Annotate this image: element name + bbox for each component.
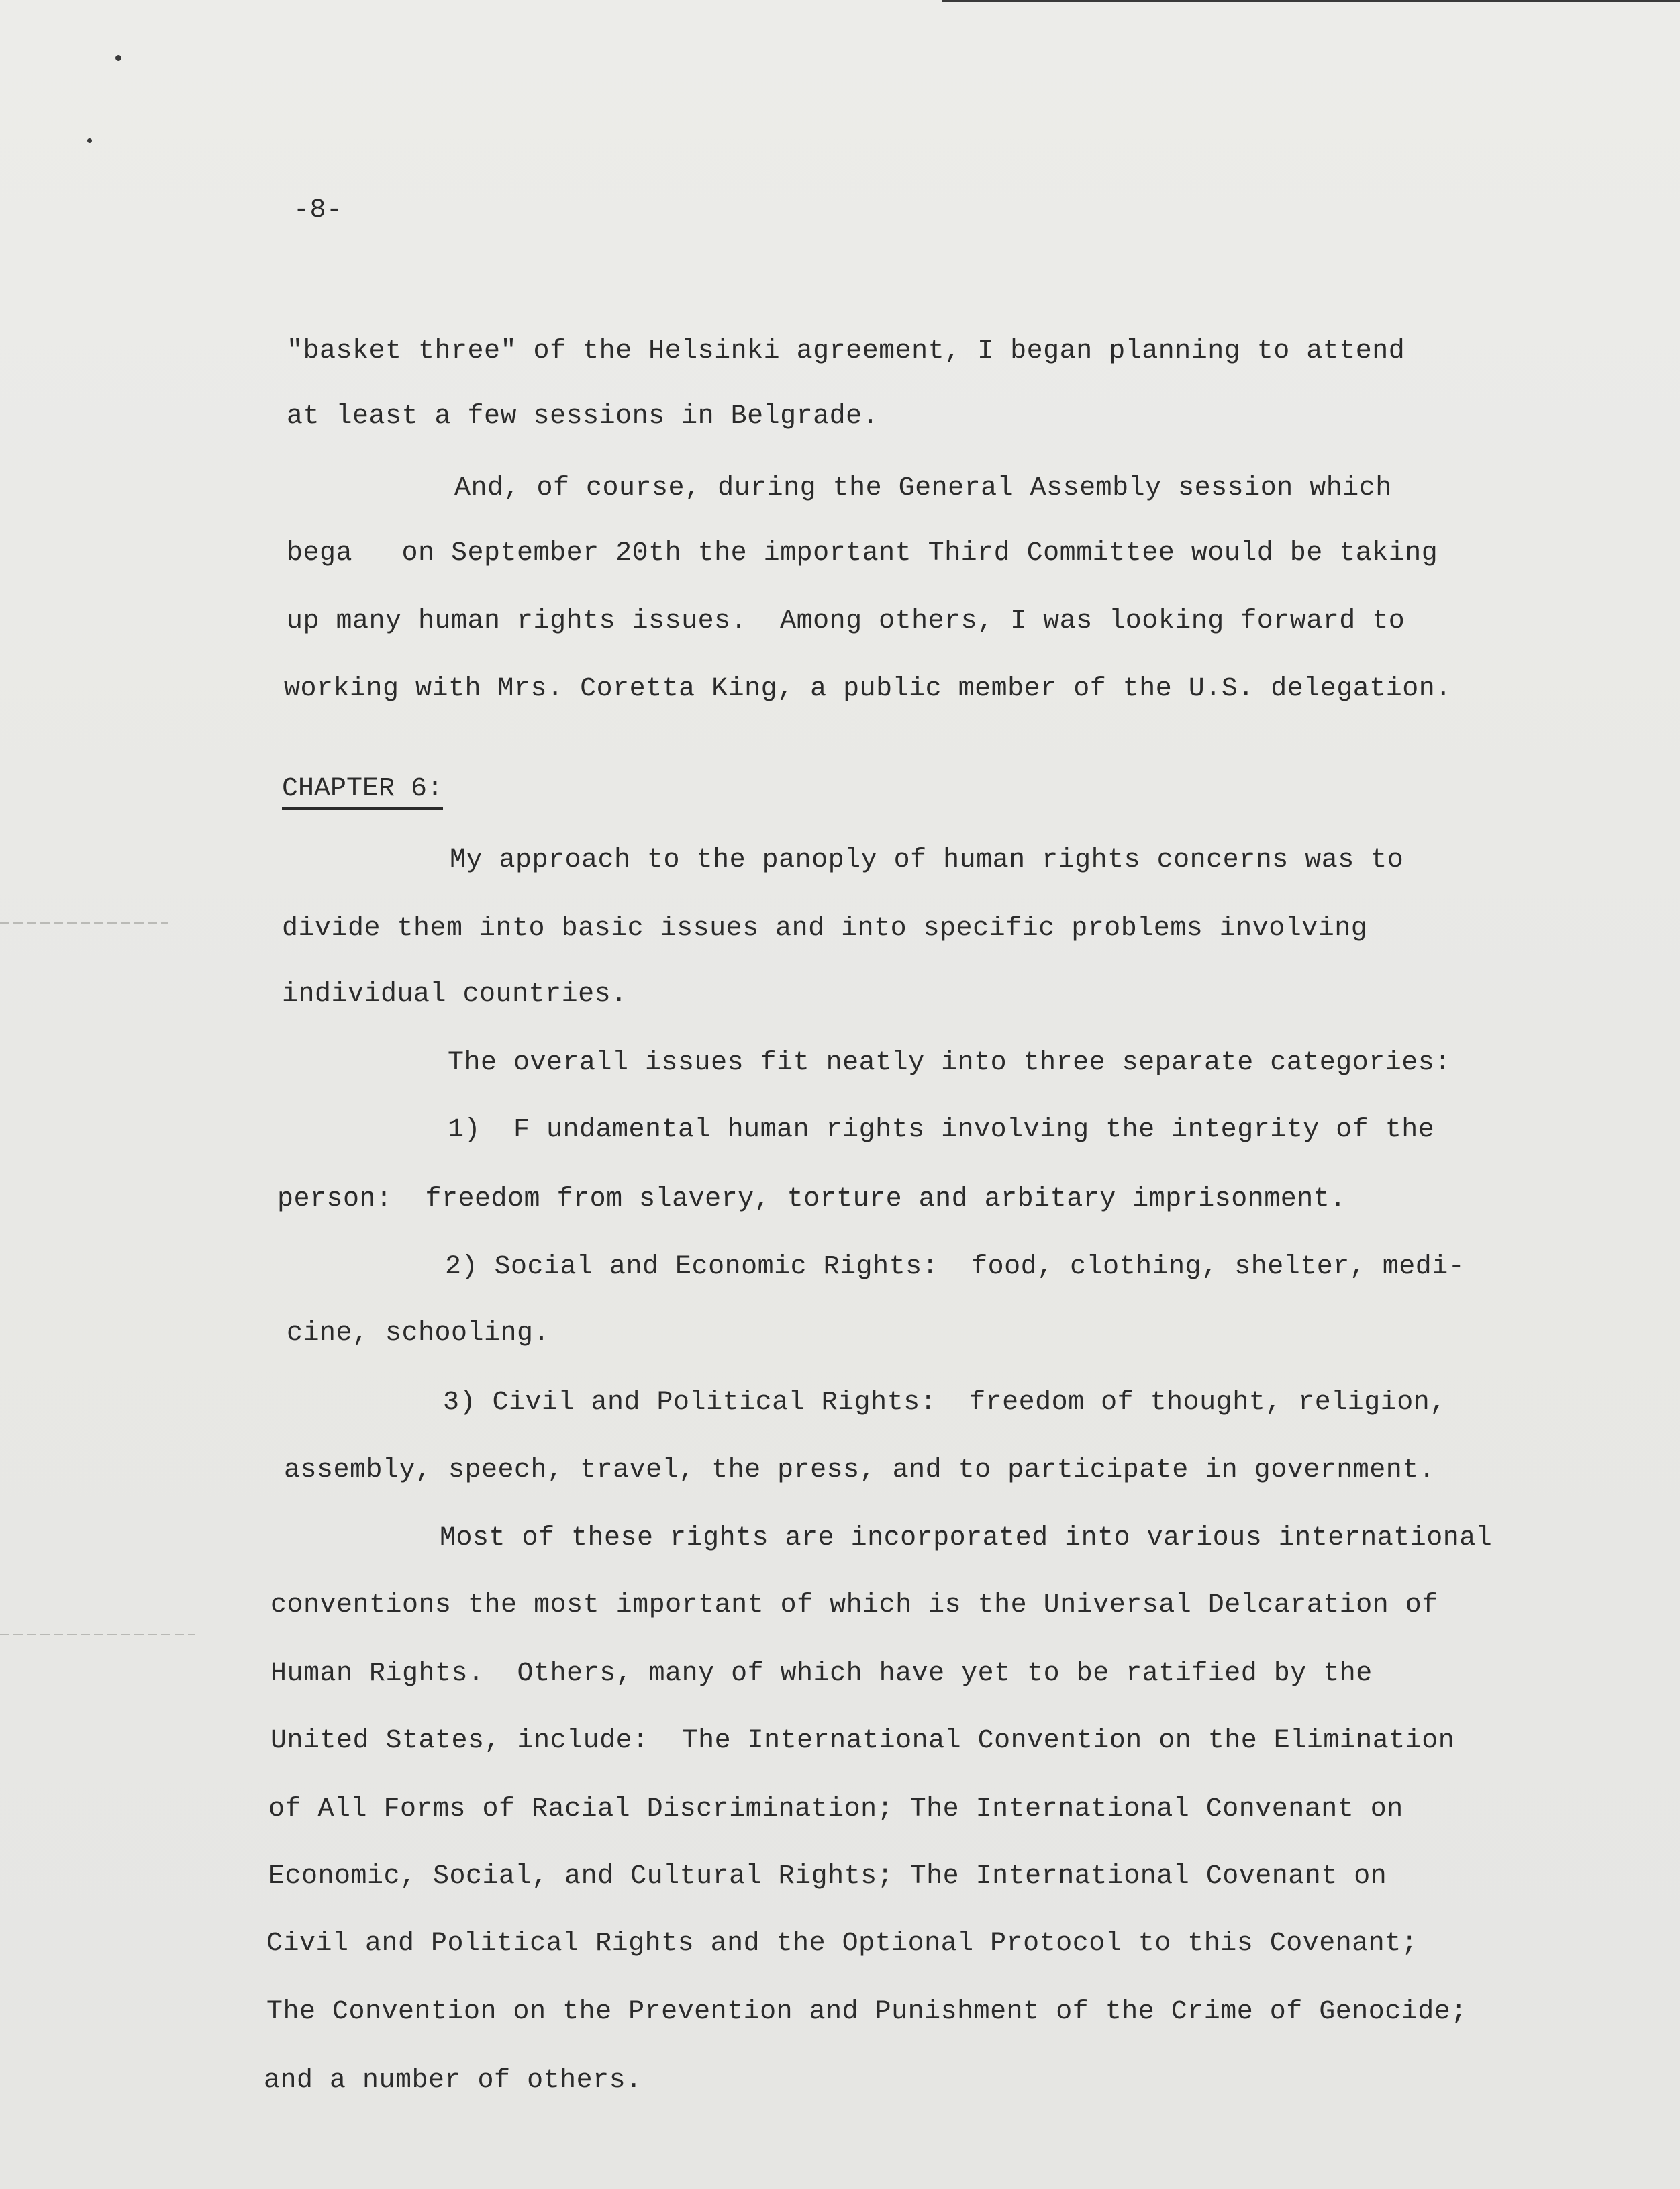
text-line: The Convention on the Prevention and Punishment of the Crime of Genocide; <box>266 1997 1467 2027</box>
text-line: 2) Social and Economic Rights: food, clothing, shelter, medi- <box>445 1252 1465 1282</box>
text-line: working with Mrs. Coretta King, a public member of the U.S. delegation. <box>284 674 1452 704</box>
text-line: My approach to the panoply of human rights concerns was to <box>450 845 1404 875</box>
ink-speck <box>87 138 92 143</box>
text-line: divide them into basic issues and into specific problems involving <box>282 914 1368 944</box>
text-line: of All Forms of Racial Discrimination; The International Convenant on <box>268 1794 1403 1825</box>
text-line: United States, include: The International Convention on the Elimination <box>270 1726 1455 1756</box>
text-line: person: freedom from slavery, torture and arbitary imprisonment. <box>277 1184 1346 1214</box>
text-line: bega on September 20th the important Third Committee would be taking <box>287 538 1438 569</box>
text-line: 1) F undamental human rights involving the integrity of the <box>448 1115 1435 1145</box>
ink-speck <box>115 55 121 61</box>
text-line: assembly, speech, travel, the press, and to participate in government. <box>284 1455 1436 1486</box>
text-line: cine, schooling. <box>287 1318 550 1349</box>
fold-crease <box>0 922 168 924</box>
page-number: -8- <box>293 195 343 226</box>
text-line: "basket three" of the Helsinki agreement, I began planning to attend <box>287 336 1405 367</box>
text-line: Human Rights. Others, many of which have yet to be ratified by the <box>270 1659 1373 1689</box>
text-line: 3) Civil and Political Rights: freedom of thought, religion, <box>443 1388 1446 1418</box>
text-line: and a number of others. <box>264 2065 642 2096</box>
page-top-edge <box>942 0 1680 2</box>
text-line: at least a few sessions in Belgrade. <box>287 401 879 432</box>
text-line: Most of these rights are incorporated into various international <box>440 1523 1493 1553</box>
text-line: The overall issues fit neatly into three separate categories: <box>448 1048 1451 1078</box>
chapter-heading: CHAPTER 6: <box>282 773 443 810</box>
text-line: up many human rights issues. Among others, I was looking forward to <box>287 606 1405 636</box>
text-line: individual countries. <box>282 979 628 1010</box>
text-line: Civil and Political Rights and the Optional Protocol to this Covenant; <box>266 1929 1418 1959</box>
text-line: Economic, Social, and Cultural Rights; The International Covenant on <box>268 1861 1387 1892</box>
text-line: conventions the most important of which is the Universal Delcaration of <box>270 1590 1438 1620</box>
fold-crease <box>0 1634 195 1635</box>
text-line: And, of course, during the General Assembly session which <box>454 473 1392 503</box>
